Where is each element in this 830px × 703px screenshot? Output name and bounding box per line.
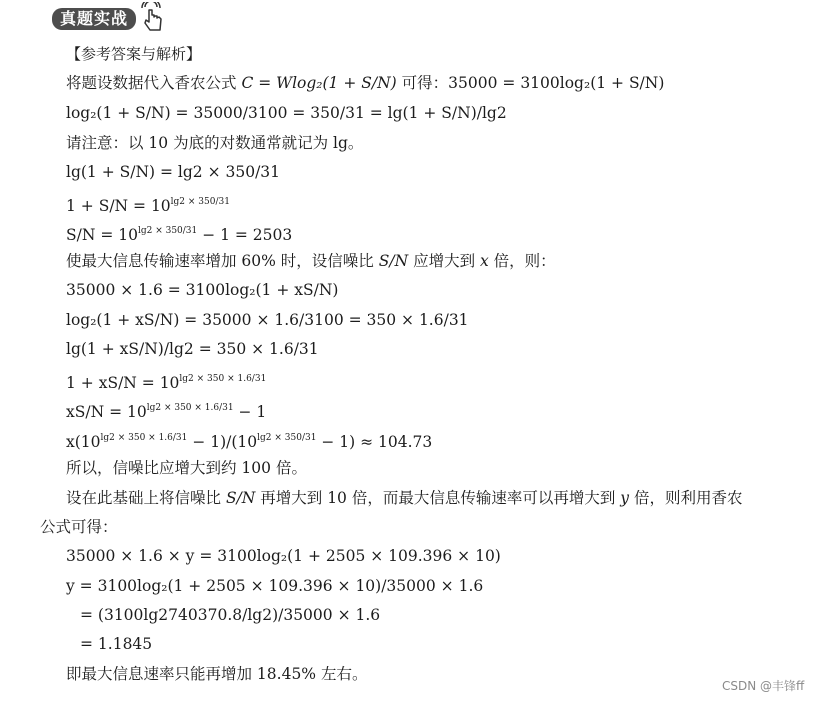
eq6-b: − 1)/(10	[187, 433, 258, 451]
eq3: lg(1 + xS/N)/lg2 = 350 × 1.6/31	[66, 340, 319, 358]
para2-var-sn: S/N	[225, 489, 256, 507]
question-var-x: x	[480, 252, 489, 270]
step-one-plus-exp: lg2 × 350/31	[170, 197, 230, 207]
note-line: 请注意：以 10 为底的对数通常就记为 lg。	[66, 134, 364, 152]
para2-var-y: y	[620, 489, 630, 507]
eq10: = 1.1845	[80, 635, 153, 653]
eq4-exp: lg2 × 350 × 1.6/31	[179, 374, 267, 384]
question-text-b: 应增大到	[408, 252, 480, 270]
eq4	[66, 369, 266, 393]
question-line	[66, 251, 556, 271]
eq8: y = 3100log₂(1 + 2505 × 109.396 × 10)/35000 × 1.6	[66, 577, 484, 595]
eq6-exp2: lg2 × 350/31	[257, 433, 317, 443]
eq5	[66, 398, 266, 422]
intro-line	[66, 73, 664, 93]
eq6-a: x(10	[66, 433, 101, 451]
para2-line2: 公式可得：	[40, 518, 118, 536]
section-badge: 真题实战	[52, 8, 136, 30]
step-sn-lhs: S/N = 10	[66, 226, 138, 244]
eq1: 35000 × 1.6 = 3100log₂(1 + xS/N)	[66, 281, 339, 299]
step-sn-tail: − 1 = 2503	[197, 226, 293, 244]
eq2: log₂(1 + xS/N) = 35000 × 1.6/3100 = 350 × 1.6/31	[66, 311, 469, 329]
intro-mid: 可得：	[401, 74, 449, 92]
para2-text-b: 再增大到 10 倍，而最大信息传输速率可以再增大到	[255, 489, 621, 507]
eq6-exp1: lg2 × 350 × 1.6/31	[100, 433, 188, 443]
tap-hand-icon	[138, 2, 166, 32]
conclusion-1: 所以，信噪比应增大到约 100 倍。	[66, 459, 307, 477]
step-sn	[66, 221, 292, 245]
final-conclusion: 即最大信息速率只能再增加 18.45% 左右。	[66, 665, 368, 683]
question-text-a: 使最大信息传输速率增加 60% 时，设信噪比	[66, 252, 379, 270]
eq4-lhs: 1 + xS/N = 10	[66, 374, 180, 392]
para2-text-c: 倍，则利用香农	[629, 489, 743, 507]
shannon-formula: C = Wlog₂(1 + S/N)	[241, 74, 397, 92]
intro-result: 35000 = 3100log₂(1 + S/N)	[448, 74, 665, 92]
eq5-lhs: xS/N = 10	[66, 403, 147, 421]
eq9: = (3100lg2740370.8/lg2)/35000 × 1.6	[80, 606, 381, 624]
step-one-plus-lhs: 1 + S/N = 10	[66, 197, 171, 215]
step-log-ratio: log₂(1 + S/N) = 35000/3100 = 350/31 = lg(1 + S/N)/lg2	[66, 104, 507, 122]
eq5-exp: lg2 × 350 × 1.6/31	[146, 403, 234, 413]
eq6	[66, 428, 432, 452]
step-one-plus	[66, 192, 230, 216]
question-text-c: 倍，则：	[488, 252, 556, 270]
eq7: 35000 × 1.6 × y = 3100log₂(1 + 2505 × 109.396 × 10)	[66, 547, 501, 565]
eq5-tail: − 1	[233, 403, 267, 421]
section-title: 【参考答案与解析】	[66, 45, 202, 63]
step-sn-exp: lg2 × 350/31	[137, 226, 198, 236]
para2-line1	[66, 488, 742, 508]
eq6-c: − 1) ≈ 104.73	[316, 433, 433, 451]
step-lg: lg(1 + S/N) = lg2 × 350/31	[66, 163, 281, 181]
csdn-watermark: CSDN @丰锋ff	[722, 679, 805, 693]
para2-text-a: 设在此基础上将信噪比	[66, 489, 226, 507]
intro-text: 将题设数据代入香农公式	[66, 74, 237, 92]
question-var-sn: S/N	[378, 252, 409, 270]
